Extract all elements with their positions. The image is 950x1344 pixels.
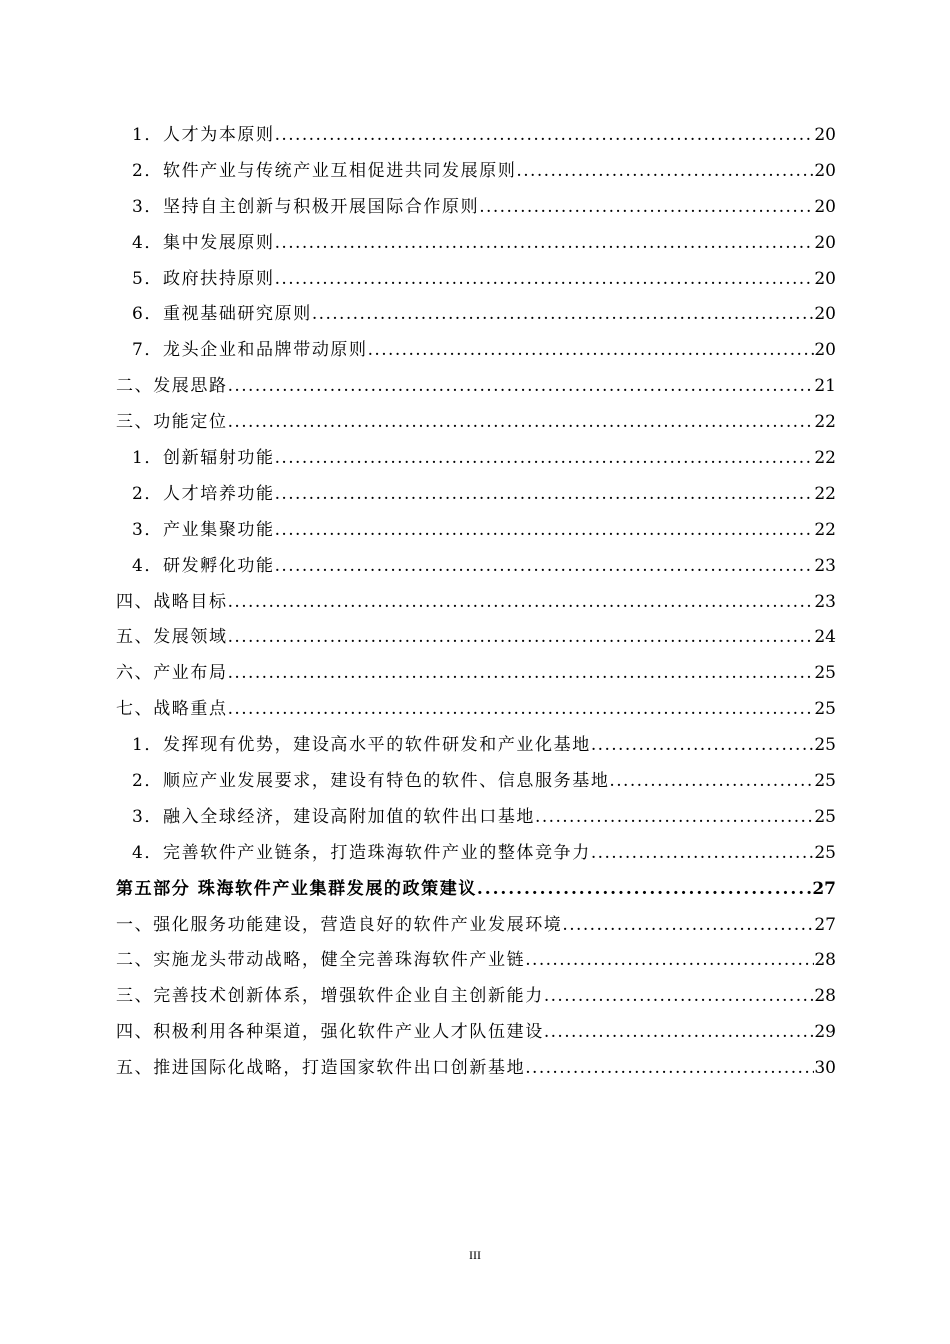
toc-entry[interactable] xyxy=(116,371,836,407)
toc-dot-leader xyxy=(275,125,815,145)
toc-entry-title: 三、完善技术创新体系，增强软件企业自主创新能力 xyxy=(116,986,544,1007)
toc-dot-leader xyxy=(544,1022,815,1042)
toc-entry[interactable] xyxy=(116,479,836,515)
toc-entry-page: 28 xyxy=(814,986,836,1007)
toc-entry[interactable] xyxy=(116,802,836,838)
toc-entry-page: 25 xyxy=(814,735,836,756)
toc-entry[interactable] xyxy=(116,228,836,264)
toc-entry-title: 3．坚持自主创新与积极开展国际合作原则 xyxy=(132,196,480,217)
toc-entry[interactable] xyxy=(116,515,836,551)
toc-entry[interactable] xyxy=(116,551,836,587)
toc-entry[interactable] xyxy=(116,910,836,946)
toc-dot-leader xyxy=(228,663,815,683)
table-of-contents xyxy=(116,120,836,1089)
toc-entry-page: 20 xyxy=(814,304,836,325)
toc-entry[interactable] xyxy=(116,264,836,300)
toc-dot-leader xyxy=(275,484,815,504)
toc-entry-page: 29 xyxy=(814,1022,836,1043)
toc-entry-title: 4．研发孵化功能 xyxy=(132,555,275,576)
toc-entry-title: 6．重视基础研究原则 xyxy=(132,304,312,325)
toc-entry[interactable] xyxy=(116,838,836,874)
toc-entry-title: 1．人才为本原则 xyxy=(132,125,275,145)
toc-entry-title: 1．发挥现有优势，建设高水平的软件研发和产业化基地 xyxy=(132,735,591,756)
toc-entry-title: 五、发展领域 xyxy=(116,627,228,648)
toc-dot-leader xyxy=(562,915,814,935)
toc-dot-leader xyxy=(516,161,814,181)
toc-entry-title: 一、强化服务功能建设，营造良好的软件产业发展环境 xyxy=(116,914,563,935)
toc-dot-leader xyxy=(479,197,814,217)
toc-entry-title: 5．政府扶持原则 xyxy=(132,268,275,289)
toc-dot-leader xyxy=(275,556,815,576)
toc-entry-page: 24 xyxy=(814,627,836,648)
toc-entry[interactable] xyxy=(116,156,836,192)
toc-dot-leader xyxy=(228,376,815,396)
toc-entry[interactable] xyxy=(116,874,836,910)
toc-entry[interactable] xyxy=(116,120,836,156)
toc-entry-page: 23 xyxy=(814,591,836,612)
toc-entry[interactable] xyxy=(116,694,836,730)
toc-entry[interactable] xyxy=(116,587,836,623)
toc-entry-title: 3．产业集聚功能 xyxy=(132,519,275,540)
toc-entry-title: 4．完善软件产业链条，打造珠海软件产业的整体竞争力 xyxy=(132,842,591,863)
toc-entry-page: 25 xyxy=(814,806,836,827)
toc-entry-title: 五、推进国际化战略，打造国家软件出口创新基地 xyxy=(116,1058,526,1079)
toc-entry-title: 四、积极利用各种渠道，强化软件产业人才队伍建设 xyxy=(116,1022,544,1043)
toc-dot-leader xyxy=(312,304,815,324)
toc-entry-title: 2．软件产业与传统产业互相促进共同发展原则 xyxy=(132,160,517,181)
toc-entry-page: 25 xyxy=(814,771,836,792)
toc-entry-title: 二、发展思路 xyxy=(116,376,228,397)
toc-entry-page: 28 xyxy=(814,950,836,971)
toc-dot-leader xyxy=(275,448,815,468)
toc-entry-page: 22 xyxy=(814,448,836,469)
toc-dot-leader xyxy=(228,699,815,719)
toc-dot-leader xyxy=(525,950,814,970)
toc-entry[interactable] xyxy=(116,622,836,658)
toc-entry-page: 20 xyxy=(814,196,836,217)
toc-entry-title: 2．顺应产业发展要求，建设有特色的软件、信息服务基地 xyxy=(132,771,610,792)
toc-entry-page: 23 xyxy=(814,555,836,576)
toc-entry[interactable] xyxy=(116,730,836,766)
toc-entry-title: 1．创新辐射功能 xyxy=(132,448,275,469)
toc-entry-page: 27 xyxy=(814,914,836,935)
toc-entry[interactable] xyxy=(116,335,836,371)
toc-entry-title: 第五部分 珠海软件产业集群发展的政策建议 xyxy=(116,878,477,899)
toc-dot-leader xyxy=(525,1058,814,1078)
toc-dot-leader xyxy=(591,735,815,755)
toc-dot-leader xyxy=(591,843,815,863)
toc-dot-leader xyxy=(228,592,815,612)
toc-dot-leader xyxy=(228,627,815,647)
toc-dot-leader xyxy=(275,269,815,289)
toc-dot-leader xyxy=(535,807,814,827)
toc-entry[interactable] xyxy=(116,658,836,694)
toc-entry-page: 22 xyxy=(814,412,836,433)
toc-entry-title: 七、战略重点 xyxy=(116,699,228,720)
toc-entry-title: 3．融入全球经济，建设高附加值的软件出口基地 xyxy=(132,806,536,827)
toc-entry-page: 25 xyxy=(814,699,836,720)
toc-entry-page: 20 xyxy=(814,125,836,145)
toc-entry-title: 四、战略目标 xyxy=(116,591,228,612)
toc-dot-leader xyxy=(477,879,812,899)
toc-entry-title: 六、产业布局 xyxy=(116,663,228,684)
toc-entry[interactable] xyxy=(116,1053,836,1089)
toc-entry-page: 27 xyxy=(812,878,836,899)
toc-entry[interactable] xyxy=(116,981,836,1017)
toc-entry-page: 20 xyxy=(814,160,836,181)
toc-dot-leader xyxy=(275,233,815,253)
toc-entry-title: 7．龙头企业和品牌带动原则 xyxy=(132,340,368,361)
toc-dot-leader xyxy=(228,412,815,432)
page-number: III xyxy=(469,1248,481,1262)
toc-entry[interactable] xyxy=(116,407,836,443)
toc-entry[interactable] xyxy=(116,1017,836,1053)
toc-entry-title: 2．人才培养功能 xyxy=(132,483,275,504)
toc-dot-leader xyxy=(368,340,815,360)
toc-entry[interactable] xyxy=(116,443,836,479)
toc-entry-page: 20 xyxy=(814,232,836,253)
toc-entry-page: 20 xyxy=(814,268,836,289)
toc-entry-title: 三、功能定位 xyxy=(116,412,228,433)
toc-entry-page: 30 xyxy=(814,1058,836,1079)
toc-entry-page: 25 xyxy=(814,842,836,863)
toc-dot-leader xyxy=(609,771,814,791)
toc-entry[interactable] xyxy=(116,766,836,802)
toc-entry-page: 20 xyxy=(814,340,836,361)
toc-entry-page: 25 xyxy=(814,663,836,684)
toc-dot-leader xyxy=(544,986,815,1006)
toc-entry[interactable] xyxy=(116,945,836,981)
toc-entry[interactable] xyxy=(116,299,836,335)
toc-entry-title: 二、实施龙头带动战略，健全完善珠海软件产业链 xyxy=(116,950,526,971)
toc-entry-page: 21 xyxy=(814,376,836,397)
toc-entry[interactable] xyxy=(116,192,836,228)
toc-entry-title: 4．集中发展原则 xyxy=(132,232,275,253)
toc-entry-page: 22 xyxy=(814,483,836,504)
toc-dot-leader xyxy=(275,520,815,540)
toc-entry-page: 22 xyxy=(814,519,836,540)
